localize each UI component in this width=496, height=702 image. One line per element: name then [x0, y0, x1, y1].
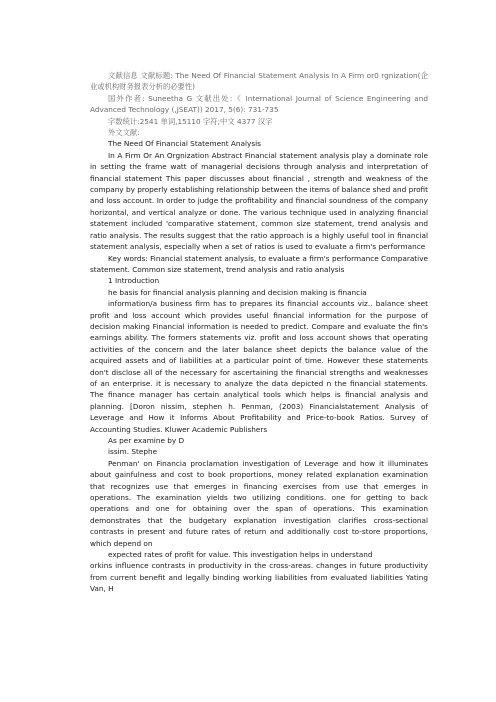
intro-paragraph-2: information/a business firm has to prepares its financial accounts viz.. balance sheet profit and loss account which provides useful financial information for the purpose of decision making Financial information is needed to predict. Compare and evaluate the fin's earnings ability. The formers statements viz. profit and loss account shows that operating activities of the concern and the later balance sheet depicts the balance value of the acquired assets and of liabilities at a particular point of time. However these statements don't disclose all of the necessary for ascertaining the financial strengths and weaknesses of an enterprise. it is necessary to analyze the data depicted n the financial statements. The finance manager has certain analytical tools which helps is financial analysis and planning. [Doron nissim, stephen h. Penman, (2003) Financialstatement Analysis of Leverage and How it Informs About Profitability and Price-to-book Ratios. Survey of Accounting Studies. Kluwer Academic Publishers — [90, 299, 428, 434]
intro-paragraph-5: Penman' on Financia proclamation investigation of Leverage and how it illuminates about gainfulness and cost to book proportions, money related explanation examination that recognizes use that emerges in financing exercises from use that emerges in operations. The examination yields two utilizing conditions. one for getting to back operations and one for obtaining over the span of operations. This examination demonstrates that the budgetary explanation investigation clarifies cross-sectional contrasts in present and future rates of return and additionally cost to-store proportions, which depend on — [90, 458, 428, 548]
intro-paragraph-3: As per examine by D — [108, 436, 185, 445]
section-heading: 1 Introduction — [108, 276, 160, 286]
intro-paragraph-6: expected rates of profit for value. This investigation helps in understand — [108, 550, 373, 560]
intro-paragraph-1: he basis for financial analysis planning and decision making is financia — [108, 287, 367, 297]
word-count-line: 字数统计:2541 单词,15110 字符;中文 4377 汉字 — [108, 116, 273, 126]
foreign-literature-label: 外文文献: — [108, 128, 140, 138]
intro-paragraph-7: orkins influence contrasts in productivity in the cross-areas. changes in future productivity from current benefit and legally binding working liabilities from evaluated liabilities Yating Van, H — [90, 561, 428, 594]
keywords-paragraph: Key words: Financial statement analysis, to evaluate a firm's performance Comparative statement. Common size statement, trend analysis and ratio analysis — [90, 253, 428, 274]
document-page — [90, 70, 428, 595]
article-title: The Need Of Financial Statement Analysis — [108, 139, 261, 149]
abstract-paragraph: In A Firm Or An Orgnization Abstract Financial statement analysis play a dominate role in setting the frame watt of managerial decisions through analysis and interpretation of financial statement This paper discusses about financial , strength and weakness of the company by properly establishing relationship between the items of balance shed and profit and loss account. In order to judge the profitability and financial soundness of the company horizontal, and vertical analyze or done. The various technique used in analyzing financial statement included 'comparative statement, common size statement, trend analysis and ratio analysis. The results suggest that the ratio approach is a highly useful tool in financial statement analysis, especially when a set of ratios is used to evaluate a firm's performance — [90, 150, 428, 252]
literature-title-line: 文献信息 文献标题: The Need Of Financial Statement Analysis In A Firm or0 rgnization(企业或机构财务报表分析的必要性) — [90, 71, 428, 92]
foreign-author-line: 国外作者: Suneetha G 文献出处:《 International Journal of Science Engineering and Advanced Technology (,JSEAT)) 2017, 5(6): 731-735 — [90, 93, 428, 115]
intro-paragraph-4: issim. Stephe — [108, 447, 158, 457]
